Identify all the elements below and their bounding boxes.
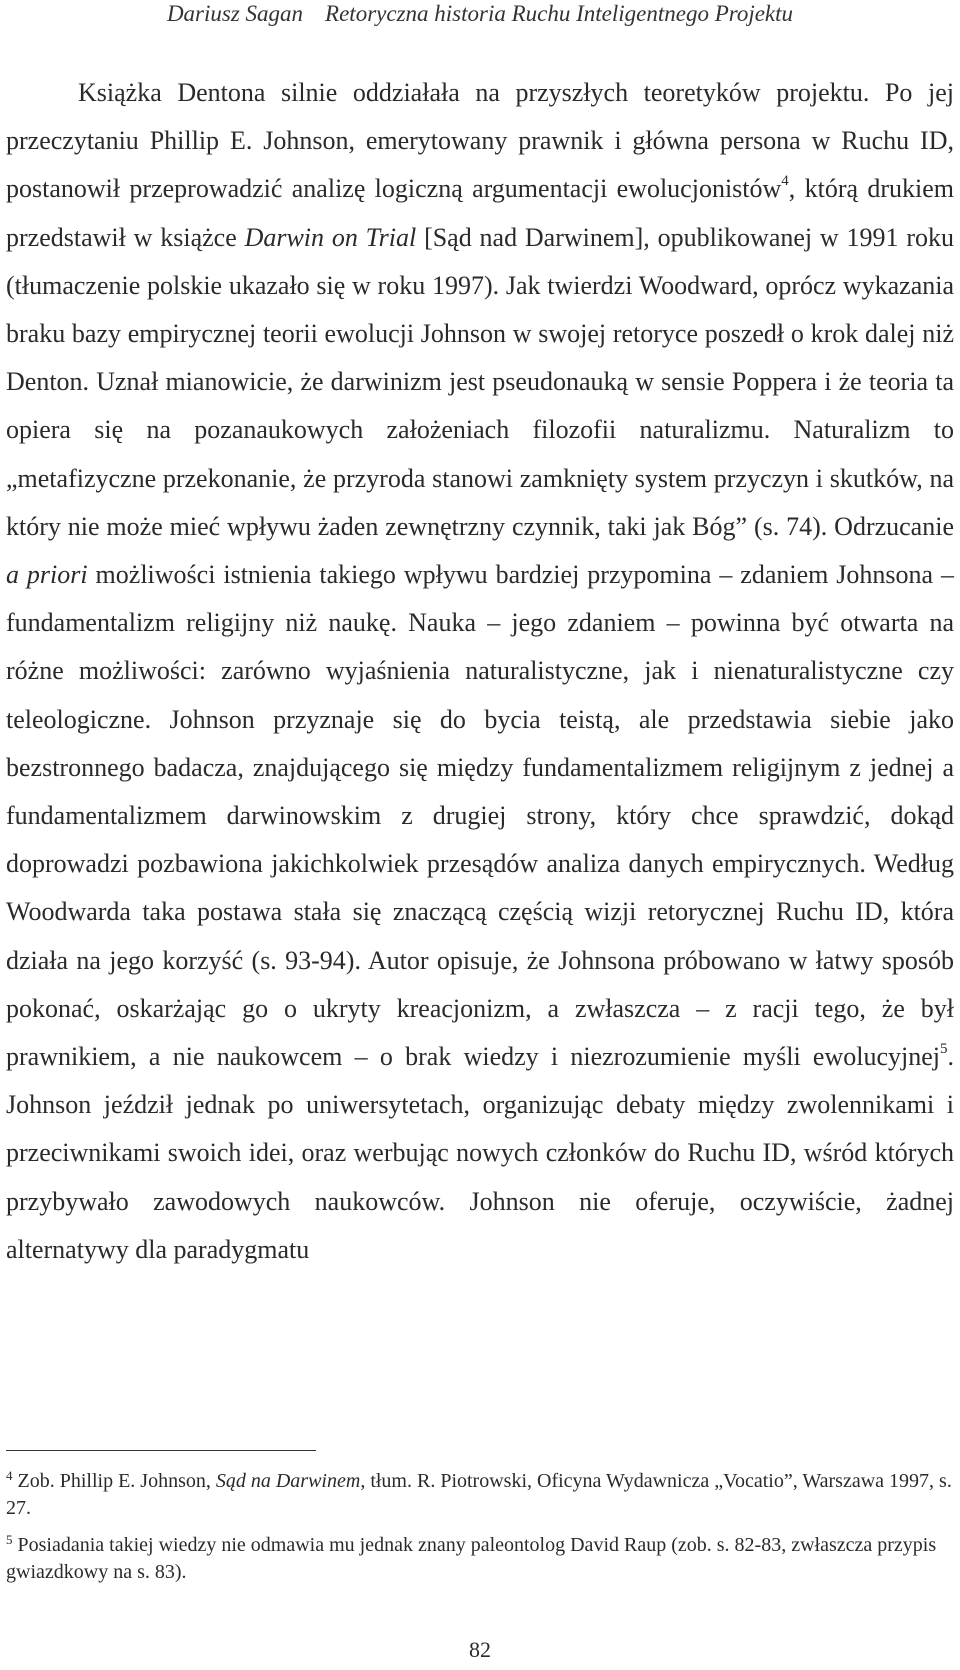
footnote-4-text-end: , tłum. R. Piotrowski, Oficyna Wydawnicza „Vocatio”, Warszawa 1997, s. 27.	[6, 1470, 952, 1519]
header-author: Dariusz Sagan	[166, 1, 304, 26]
body-text-part-4: możliwości istnienia takiego wpływu bardziej przypomina – zdaniem Johnsona – fundamentalizm religijny niż naukę. Nauka – jego zdaniem – powinna być otwarta na różne możliwości: zarówno wyjaśnienia naturalistyczne, jak i nienaturalistyczne czy teleologiczne. Johnson przyznaje się do bycia teistą, ale przedstawia siebie jako bezstronnego badacza, znajdującego się między fundamentalizmem religijnym z jednej a fundamentalizmem darwinowskim z drugiej strony, który chce sprawdzić, dokąd doprowadzi pozbawiona jakichkolwiek przesądów analiza danych empirycznych. Według Woodwarda taka postawa stała się znaczącą częścią wizji retorycznej Ruchu ID, która działa na jego korzyść (s. 93-94). Autor opisuje, że Johnsona próbowano w łatwy sposób pokonać, oskarżając go o ukryty kreacjonizm, a zwłaszcza – z racji tego, że był prawnikiem, a nie naukowcem – o brak wiedzy i niezrozumienie myśli ewolucyjnej	[6, 560, 954, 1072]
footnote-5-text: Posiadania takiej wiedzy nie odmawia mu jednak znany paleontolog David Raup (zob. s. 82-83, zwłaszcza przypis gwiazdkowy na s. 83).	[6, 1534, 937, 1583]
footnote-4-text-start: Zob. Phillip E. Johnson,	[12, 1470, 216, 1492]
body-text-part-2: , którą drukiem przedstawił w książce	[6, 174, 955, 252]
footnote-mark-4: 4	[6, 1468, 13, 1483]
latin-phrase: a priori	[6, 560, 88, 590]
body-text-part-3: [Sąd nad Darwinem], opublikowanej w 1991 roku (tłumaczenie polskie ukazało się w roku 1997). Jak twierdzi Woodward, oprócz wykazania braku bazy empirycznej teorii ewolucji Johnson w swojej retoryce poszedł o krok dalej niż Denton. Uznał mianowicie, że darwinizm jest pseudonauką w sensie Poppera i że teoria ta opiera się na pozanaukowych założeniach filozofii naturalizmu. Naturalizm to „metafizyczne przekonanie, że przyroda stanowi zamknięty system przyczyn i skutków, na który nie może mieć wpływu żaden zewnętrzny czynnik, taki jak Bóg” (s. 74). Odrzucanie	[6, 222, 954, 541]
footnote-5	[6, 1532, 954, 1586]
footnote-reference-4[interactable]: 4	[781, 173, 789, 190]
footnote-mark-5: 5	[6, 1532, 13, 1547]
footnote-reference-5[interactable]: 5	[940, 1041, 948, 1058]
footnote-4	[6, 1468, 954, 1522]
body-text-part-1: Książka Dentona silnie oddziałała na przyszłych teoretyków projektu. Po jej przeczytaniu Phillip E. Johnson, emerytowany prawnik i główna persona w Ruchu ID, postanowił przeprowadzić analizę logiczną argumentacji ewolucjonistów	[6, 78, 954, 204]
body-text-part-5: . Johnson jeździł jednak po uniwersytetach, organizując debaty między zwolennikami i przeciwnikami swoich idei, oraz werbując nowych członków do Ruchu ID, wśród których przybywało zawodowych naukowców. Johnson nie oferuje, oczywiście, żadnej alternatywy dla paradygmatu	[6, 1042, 954, 1264]
running-header	[0, 0, 960, 28]
body-paragraph	[6, 69, 954, 1274]
footnote-4-book-title: Sąd na Darwinem	[215, 1470, 361, 1492]
book-title: Darwin on Trial	[244, 222, 417, 252]
page-number: 82	[469, 1637, 491, 1662]
footnote-separator	[6, 1450, 316, 1451]
header-title: Retoryczna historia Ruchu Inteligentnego Projektu	[325, 1, 794, 26]
